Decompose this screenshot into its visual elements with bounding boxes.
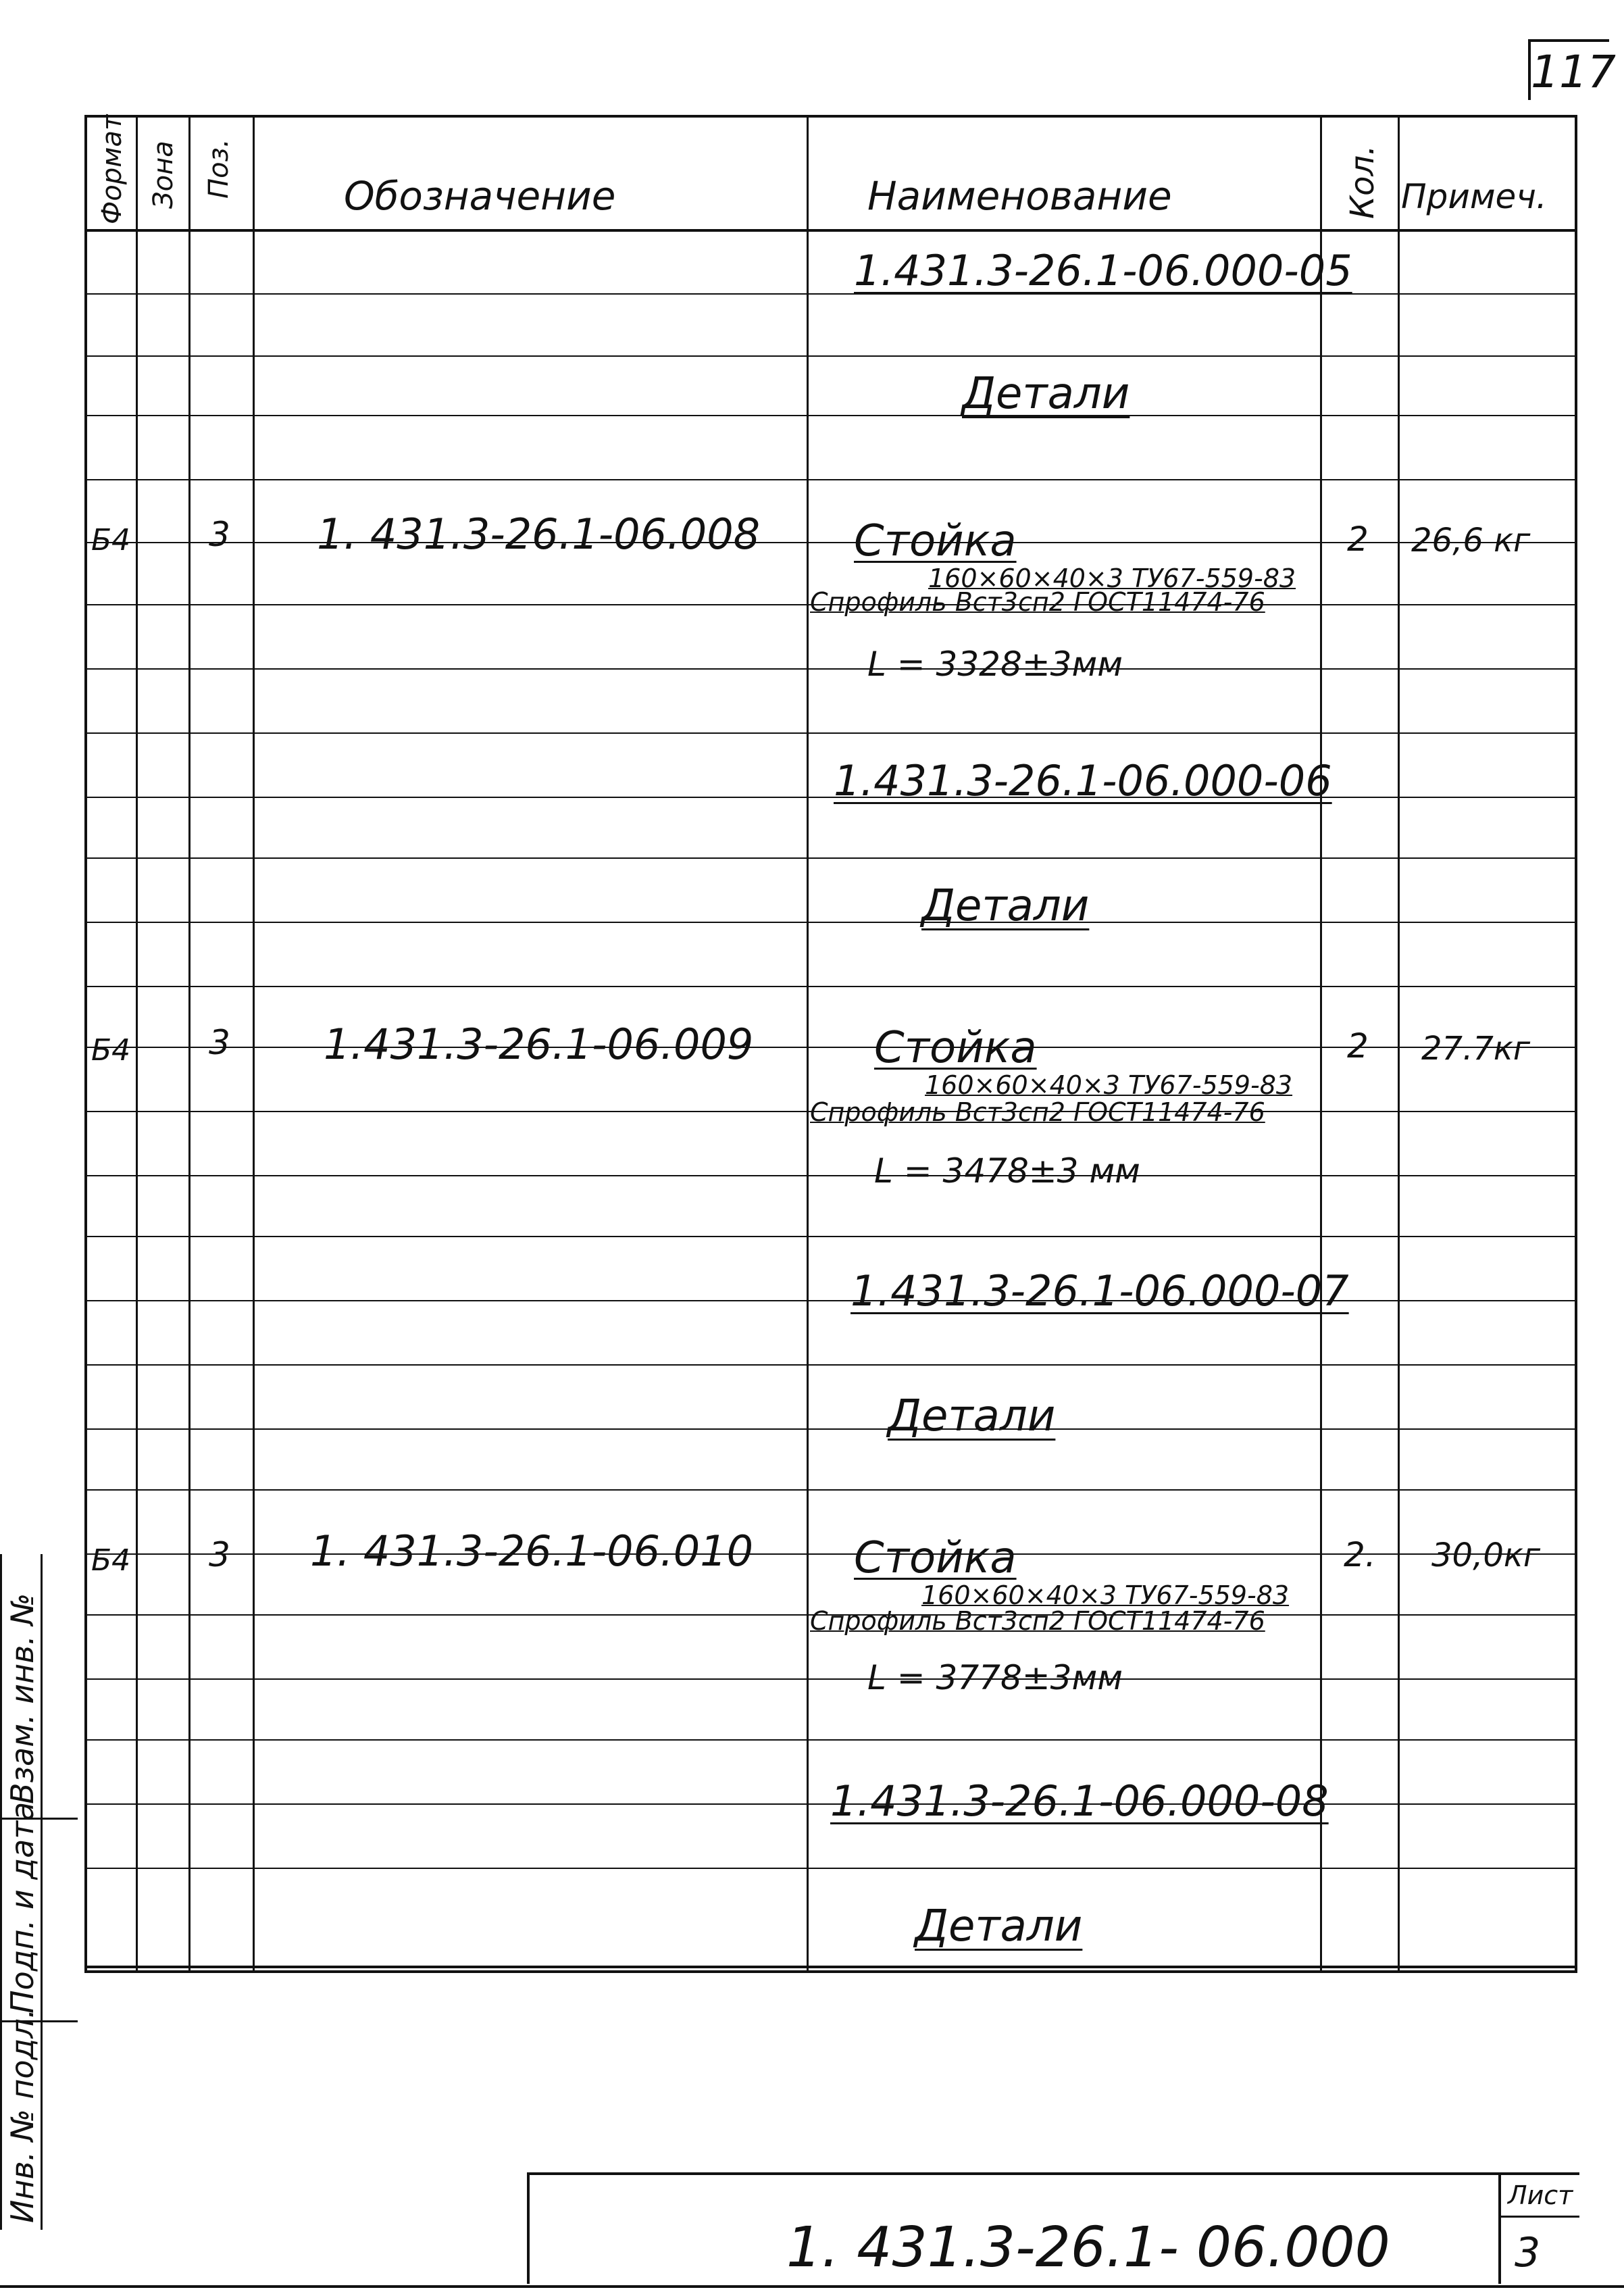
header-qty: Кол. <box>1344 145 1381 219</box>
original-inventory-label: Инв. № подл. <box>4 2008 41 2223</box>
assembly-title: 1.431.3-26.1-06.000-07 <box>851 1266 1349 1316</box>
profile-dimensions: 160×60×40×3 ТУ67-559-83 <box>921 1580 1290 1610</box>
sheet-label: Лист <box>1508 2180 1573 2210</box>
mass-cell: 30,0кг <box>1431 1537 1541 1574</box>
sheet-number: 117 <box>1528 39 1609 100</box>
row-divider <box>87 857 1577 859</box>
row-divider <box>87 797 1577 798</box>
sheet-box <box>1498 2175 1579 2284</box>
signature-date-label: Подп. и дата <box>4 1801 41 2014</box>
designation-cell: 1.431.3-26.1-06.009 <box>324 1020 754 1069</box>
section-heading: Детали <box>962 369 1130 419</box>
qty-cell: 2. <box>1344 1535 1376 1574</box>
header-zone: Зона <box>148 141 179 209</box>
pos-cell: 3 <box>209 1023 230 1062</box>
format-cell: Б4 <box>91 1543 131 1578</box>
col-divider <box>136 118 138 1973</box>
document-code: 1. 431.3-26.1- 06.000 <box>786 2216 1390 2280</box>
assembly-title: 1.431.3-26.1-06.000-05 <box>854 246 1352 295</box>
profile-material: Спрофиль Вст3сп2 ГОСТ11474-76 <box>810 1606 1265 1636</box>
item-name: Стойка <box>874 1023 1037 1073</box>
row-divider <box>87 732 1577 734</box>
row-divider <box>87 355 1577 357</box>
header-pos: Поз. <box>203 139 234 199</box>
strip-border <box>41 1554 43 2230</box>
row-divider <box>87 922 1577 923</box>
assembly-title: 1.431.3-26.1-06.000-08 <box>830 1776 1329 1826</box>
item-name: Стойка <box>854 1533 1017 1583</box>
item-name: Стойка <box>854 516 1017 566</box>
col-divider <box>1398 118 1400 1973</box>
row-divider <box>87 1739 1577 1741</box>
col-divider <box>253 118 255 1973</box>
col-divider <box>807 118 809 1973</box>
pos-cell: 3 <box>209 515 230 554</box>
replacement-inventory-label: Взам. инв. № <box>4 1593 41 1804</box>
mass-cell: 26,6 кг <box>1411 522 1531 559</box>
profile-dimensions: 160×60×40×3 ТУ67-559-83 <box>925 1070 1293 1100</box>
header-designation: Обозначение <box>344 173 616 219</box>
row-divider <box>87 986 1577 987</box>
frame-bottom <box>0 2285 1624 2288</box>
format-cell: Б4 <box>91 523 131 557</box>
row-divider <box>87 1678 1577 1680</box>
col-divider <box>188 118 191 1973</box>
designation-cell: 1. 431.3-26.1-06.010 <box>310 1526 754 1576</box>
row-divider <box>87 1364 1577 1366</box>
body-bottom <box>87 1966 1577 1968</box>
strip-border <box>0 1554 2 2230</box>
row-divider <box>87 479 1577 480</box>
length-cell: L = 3778±3мм <box>867 1658 1123 1697</box>
profile-material: Спрофиль Вст3сп2 ГОСТ11474-76 <box>810 1097 1265 1127</box>
profile-dimensions: 160×60×40×3 ТУ67-559-83 <box>928 564 1296 593</box>
format-cell: Б4 <box>91 1033 131 1068</box>
row-divider <box>87 1175 1577 1176</box>
row-divider <box>87 668 1577 670</box>
qty-cell: 2 <box>1347 1026 1369 1066</box>
qty-cell: 2 <box>1347 520 1369 559</box>
sheet-page-number: 3 <box>1515 2229 1541 2276</box>
row-divider <box>87 1236 1577 1237</box>
header-note: Примеч. <box>1401 177 1547 216</box>
section-heading: Детали <box>915 1901 1083 1951</box>
row-divider <box>87 1868 1577 1869</box>
header-format: Формат <box>97 114 128 224</box>
row-divider <box>87 415 1577 416</box>
sheet-box-divider <box>1501 2216 1579 2218</box>
mass-cell: 27.7кг <box>1421 1030 1531 1068</box>
section-heading: Детали <box>888 1391 1056 1441</box>
row-divider <box>87 1489 1577 1491</box>
approval-strip <box>0 1554 78 2230</box>
header-name: Наименование <box>867 173 1172 219</box>
length-cell: L = 3328±3мм <box>867 645 1123 684</box>
row-divider <box>87 1428 1577 1430</box>
header-divider <box>87 229 1577 232</box>
designation-cell: 1. 431.3-26.1-06.008 <box>317 509 761 559</box>
assembly-title: 1.431.3-26.1-06.000-06 <box>834 756 1332 805</box>
profile-material: Спрофиль Вст3сп2 ГОСТ11474-76 <box>810 587 1265 617</box>
col-divider <box>1320 118 1322 1973</box>
pos-cell: 3 <box>209 1535 230 1574</box>
specification-table <box>84 115 1577 1973</box>
row-divider <box>87 1300 1577 1301</box>
row-divider <box>87 293 1577 295</box>
section-heading: Детали <box>921 881 1090 931</box>
title-block <box>527 2172 1579 2284</box>
length-cell: L = 3478±3 мм <box>874 1151 1140 1191</box>
